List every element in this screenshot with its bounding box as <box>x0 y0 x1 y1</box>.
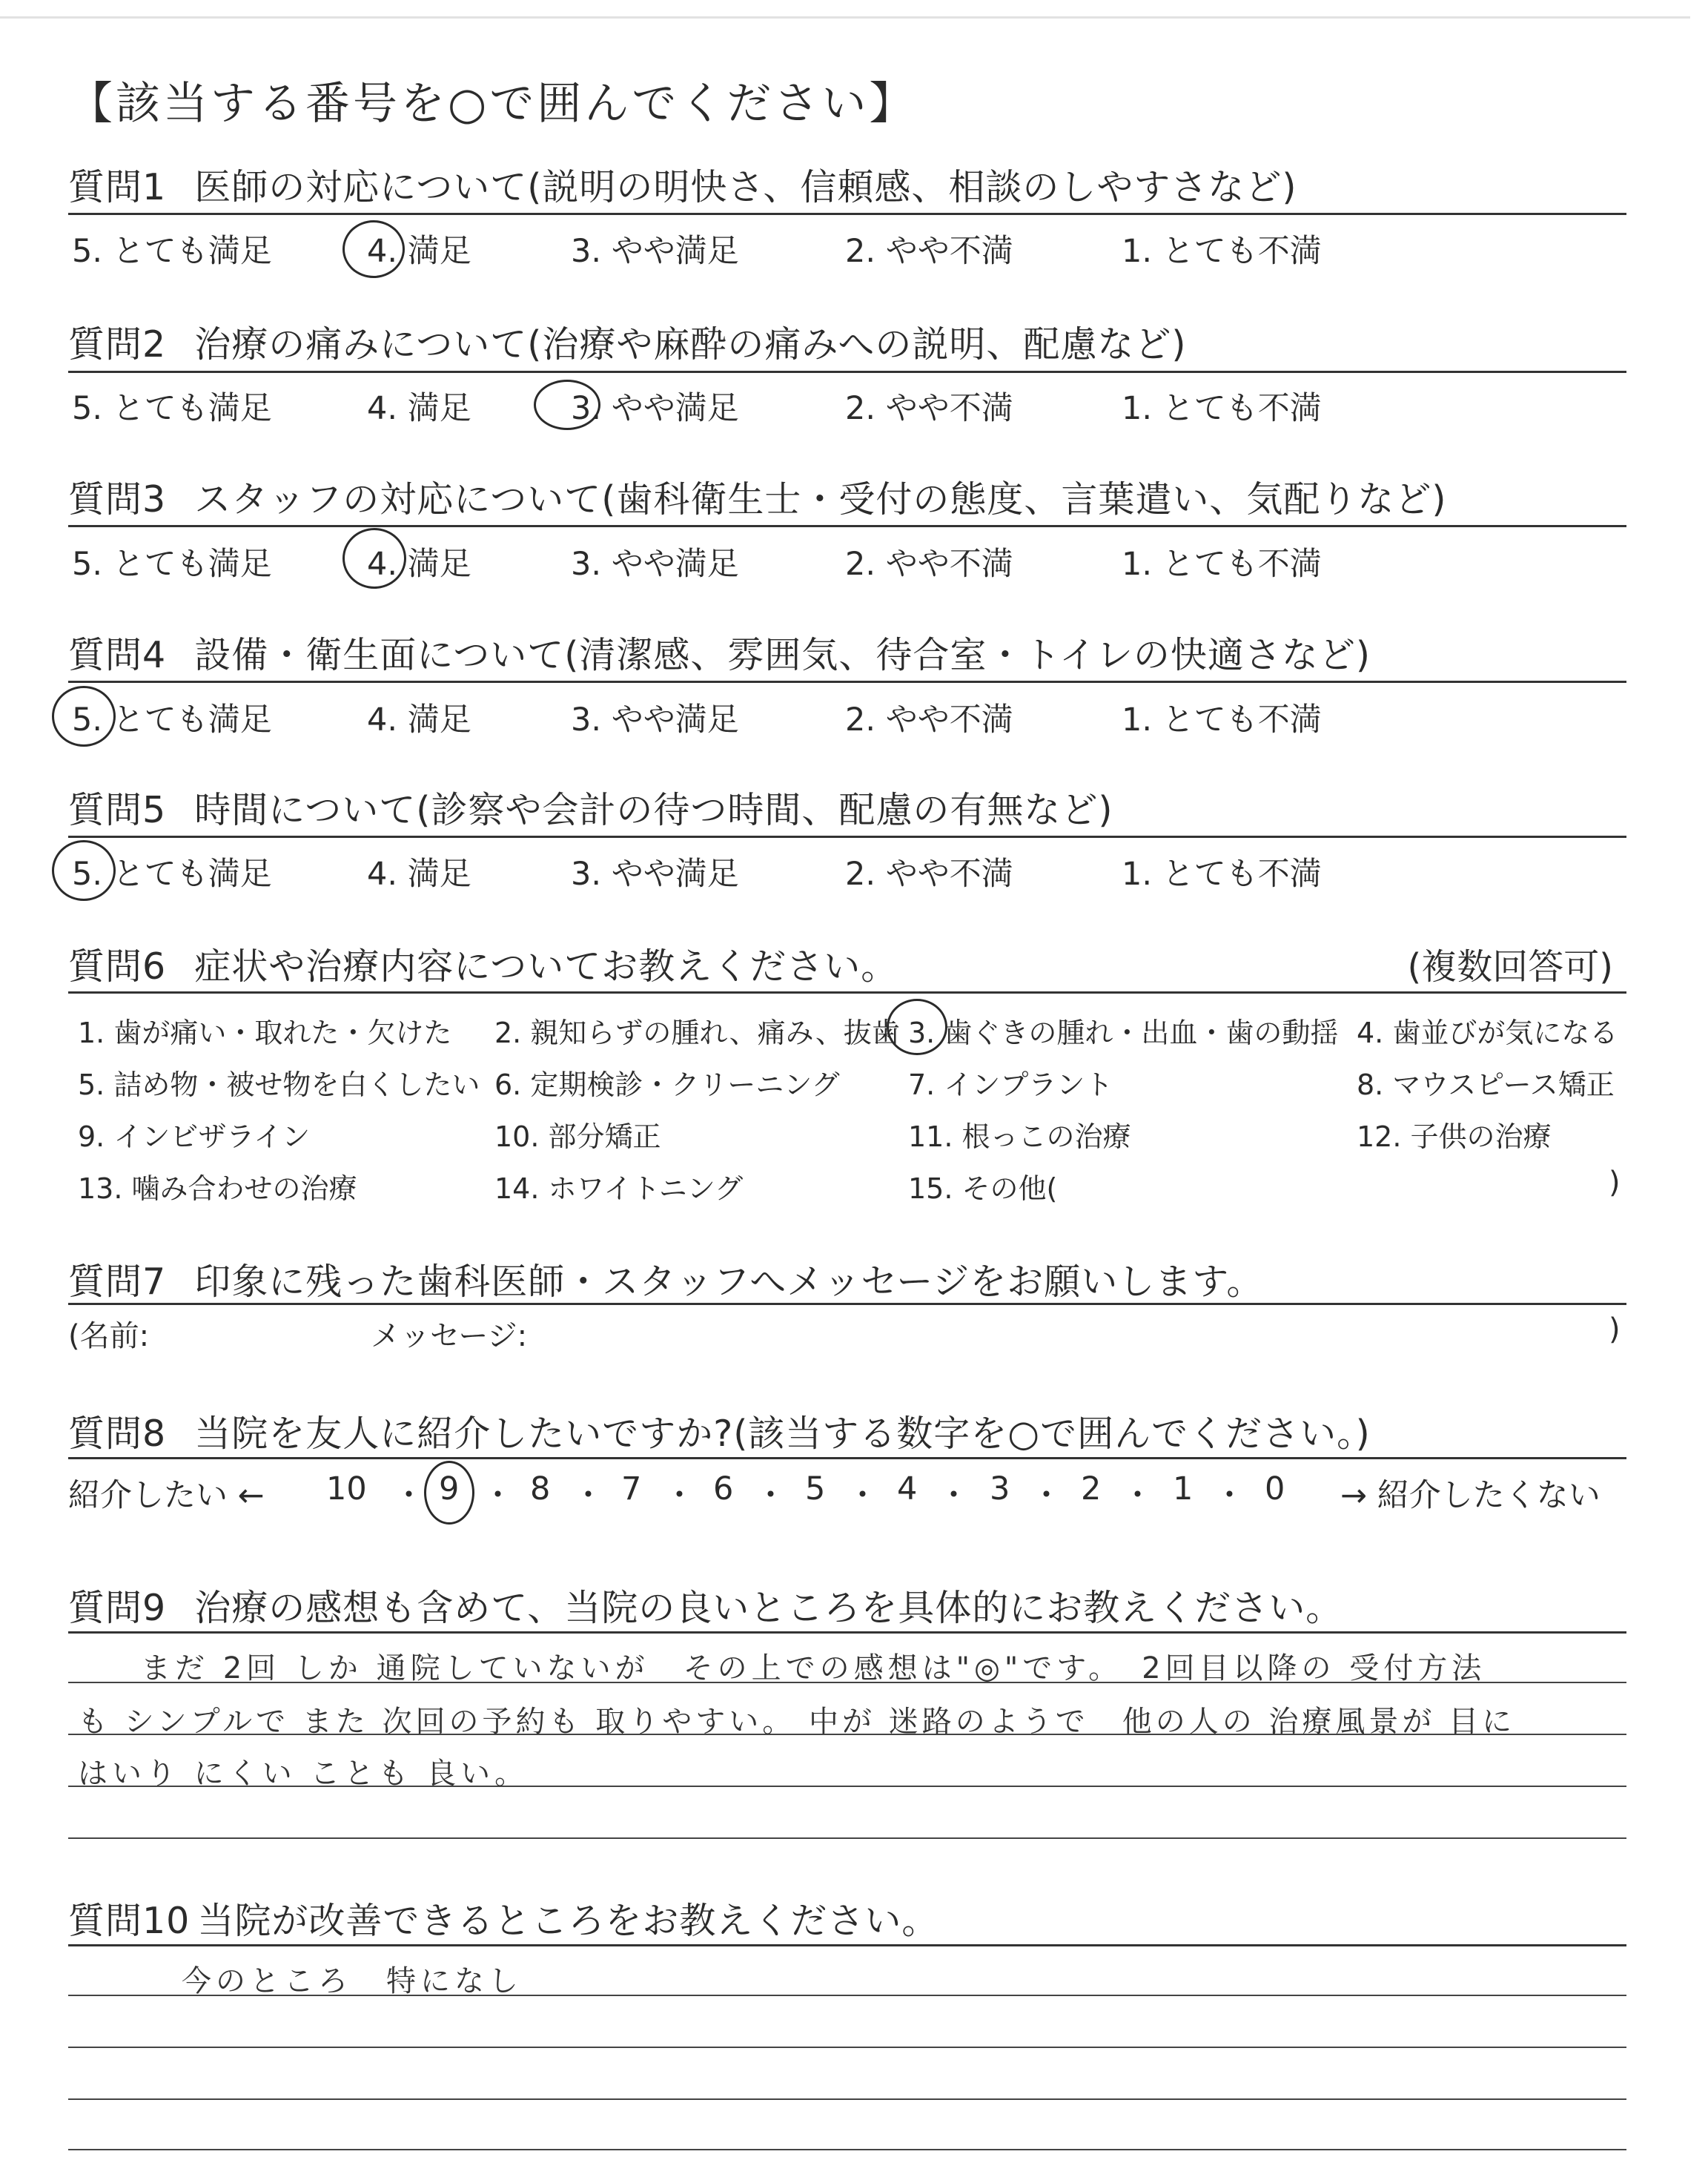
q2-option-3[interactable]: 3. やや満足 <box>571 390 739 427</box>
q6-title <box>68 938 898 990</box>
form-heading: 【該当する番号を○で囲んでください】 <box>68 78 917 130</box>
q10-title <box>68 1892 939 1944</box>
q8-dot: ・ <box>938 1477 970 1514</box>
q4-option-4[interactable]: 4. 満足 <box>367 701 471 739</box>
q2-option-4[interactable]: 4. 満足 <box>367 390 471 427</box>
q1-option-4[interactable]: 4. 満足 <box>367 233 471 270</box>
q6-item-14[interactable]: 14. ホワイトニング <box>494 1172 744 1205</box>
q10-answer-line <box>68 2047 1626 2048</box>
q8-selected-circle <box>424 1461 474 1525</box>
q6-item-15[interactable]: 15. その他( <box>908 1172 1058 1205</box>
q6-note: (複数回答可) <box>1407 946 1613 988</box>
q8-text: 当院を友人に紹介したいですか?(該当する数字を○で囲んでください。) <box>194 1413 1371 1455</box>
q9-handwritten-line-3: はいり にくい ことも 良い。 <box>78 1757 529 1791</box>
q8-scale-4[interactable]: 4 <box>897 1470 918 1507</box>
q4-option-3[interactable]: 3. やや満足 <box>571 701 739 739</box>
q10-text: 当院が改善できるところをお教えください。 <box>197 1900 939 1942</box>
q8-scale-1[interactable]: 1 <box>1173 1470 1194 1507</box>
q7-text: 印象に残った歯科医師・スタッフへメッセージをお願いします。 <box>194 1261 1264 1303</box>
q7-title <box>68 1253 1263 1305</box>
q8-dot: ・ <box>847 1477 878 1514</box>
q6-item-4[interactable]: 4. 歯並びが気になる <box>1357 1017 1618 1049</box>
q3-rule <box>68 525 1626 527</box>
q3-selected-circle <box>342 528 406 589</box>
q6-text: 症状や治療内容についてお教えください。 <box>194 945 898 988</box>
q5-option-5[interactable]: 5. とても満足 <box>72 856 272 893</box>
q8-title <box>68 1405 1371 1457</box>
q10-answer-line <box>68 2149 1626 2150</box>
q8-scale-5[interactable]: 5 <box>805 1470 826 1507</box>
q4-rule <box>68 681 1626 683</box>
q1-text: 医師の対応について(説明の明快さ、信頼感、相談のしやすさなど) <box>194 166 1297 208</box>
q8-scale-3[interactable]: 3 <box>990 1470 1010 1507</box>
q6-other-close: ) <box>1609 1166 1621 1200</box>
q6-rule <box>68 991 1626 994</box>
q10-handwritten-answer: 今のところ 特になし <box>182 1964 523 1998</box>
q6-item-3[interactable]: 3. 歯ぐきの腫れ・出血・歯の動揺 <box>908 1017 1339 1049</box>
q7-message-label: メッセージ: <box>371 1319 528 1353</box>
q1-option-3[interactable]: 3. やや満足 <box>571 233 739 270</box>
q7-close-paren: ) <box>1609 1312 1621 1347</box>
q8-dot: ・ <box>393 1477 425 1514</box>
q4-text: 設備・衛生面について(清潔感、雰囲気、待合室・トイレの快適さなど) <box>194 634 1371 676</box>
q10-rule <box>68 1944 1626 1946</box>
q2-number: 質問2 <box>68 323 167 366</box>
q5-option-1[interactable]: 1. とても不満 <box>1122 856 1322 893</box>
q1-option-5[interactable]: 5. とても満足 <box>72 233 272 270</box>
q9-handwritten-line-1: まだ 2回 しか 通院していないが その上での感想は"◎"です。 2回目以降の 受付方法 <box>141 1651 1486 1685</box>
q10-number: 質問10 <box>68 1900 191 1942</box>
q9-answer-line <box>68 1837 1626 1839</box>
q6-item-8[interactable]: 8. マウスピース矯正 <box>1357 1069 1615 1101</box>
q5-selected-circle <box>52 840 116 901</box>
q2-option-2[interactable]: 2. やや不満 <box>845 390 1013 427</box>
q3-option-5[interactable]: 5. とても満足 <box>72 546 272 583</box>
q6-item-6[interactable]: 6. 定期検診・クリーニング <box>494 1069 840 1101</box>
q6-item-13[interactable]: 13. 噛み合わせの治療 <box>78 1172 357 1205</box>
q3-text: スタッフの対応について(歯科衛生士・受付の態度、言葉遣い、気配りなど) <box>194 478 1447 521</box>
q1-title <box>68 159 1297 211</box>
q9-number: 質問9 <box>68 1587 167 1629</box>
q8-dot: ・ <box>572 1477 604 1514</box>
q8-dot: ・ <box>1122 1477 1153 1514</box>
q8-dot: ・ <box>1030 1477 1062 1514</box>
q9-title <box>68 1579 1343 1631</box>
q1-rule <box>68 213 1626 215</box>
q1-option-1[interactable]: 1. とても不満 <box>1122 233 1322 270</box>
q1-option-2[interactable]: 2. やや不満 <box>845 233 1013 270</box>
q8-number: 質問8 <box>68 1413 167 1455</box>
q3-option-1[interactable]: 1. とても不満 <box>1122 546 1322 583</box>
q8-rule <box>68 1457 1626 1459</box>
q8-scale-0[interactable]: 0 <box>1265 1470 1285 1507</box>
q6-item-5[interactable]: 5. 詰め物・被せ物を白くしたい <box>78 1069 480 1101</box>
q8-scale-7[interactable]: 7 <box>621 1470 642 1507</box>
q2-option-5[interactable]: 5. とても満足 <box>72 390 272 427</box>
q7-name-label: (名前: <box>68 1319 150 1353</box>
q6-number: 質問6 <box>68 945 167 988</box>
q2-title <box>68 316 1186 368</box>
q8-right-label: → 紹介したくない <box>1340 1477 1601 1514</box>
q6-item-7[interactable]: 7. インプラント <box>908 1069 1113 1101</box>
q9-handwritten-line-2: も シンプルで また 次回の予約も 取りやすい。 中が 迷路のようで 他の人の 治療風景が 目に <box>78 1705 1516 1739</box>
q6-item-11[interactable]: 11. 根っこの治療 <box>908 1120 1131 1153</box>
q8-scale-10[interactable]: 10 <box>326 1470 367 1507</box>
q8-left-label: 紹介したい ← <box>68 1477 265 1514</box>
q4-selected-circle <box>52 686 116 747</box>
q3-number: 質問3 <box>68 478 167 521</box>
q8-scale-8[interactable]: 8 <box>530 1470 551 1507</box>
q2-rule <box>68 371 1626 373</box>
q6-item-2[interactable]: 2. 親知らずの腫れ、痛み、抜歯 <box>494 1017 900 1049</box>
q4-title <box>68 627 1371 678</box>
q5-option-3[interactable]: 3. やや満足 <box>571 856 739 893</box>
q6-item-1[interactable]: 1. 歯が痛い・取れた・欠けた <box>78 1017 452 1049</box>
q2-text: 治療の痛みについて(治療や麻酔の痛みへの説明、配慮など) <box>194 323 1187 366</box>
q8-scale-2[interactable]: 2 <box>1081 1470 1102 1507</box>
q9-text: 治療の感想も含めて、当院の良いところを具体的にお教えください。 <box>194 1587 1343 1629</box>
q8-dot: ・ <box>1214 1477 1245 1514</box>
q8-dot: ・ <box>755 1477 787 1514</box>
q6-item-9[interactable]: 9. インビザライン <box>78 1120 311 1153</box>
q10-answer-line <box>68 2098 1626 2100</box>
q3-title <box>68 471 1446 523</box>
q6-item-10[interactable]: 10. 部分矯正 <box>494 1120 661 1153</box>
q6-item-12[interactable]: 12. 子供の治療 <box>1357 1120 1552 1153</box>
q2-selected-circle <box>534 380 600 430</box>
q1-number: 質問1 <box>68 166 167 208</box>
q5-number: 質問5 <box>68 789 167 831</box>
q8-scale-6[interactable]: 6 <box>713 1470 734 1507</box>
q8-scale-9[interactable]: 9 <box>439 1470 460 1507</box>
q3-option-3[interactable]: 3. やや満足 <box>571 546 739 583</box>
q5-option-4[interactable]: 4. 満足 <box>367 856 471 893</box>
q7-number: 質問7 <box>68 1261 167 1303</box>
q3-option-4[interactable]: 4. 満足 <box>367 546 471 583</box>
q4-option-1[interactable]: 1. とても不満 <box>1122 701 1322 739</box>
q3-option-2[interactable]: 2. やや不満 <box>845 546 1013 583</box>
q8-dot: ・ <box>482 1477 514 1514</box>
q5-rule <box>68 836 1626 838</box>
q5-text: 時間について(診察や会計の待つ時間、配慮の有無など) <box>194 789 1113 831</box>
q7-rule <box>68 1303 1626 1305</box>
q4-option-5[interactable]: 5. とても満足 <box>72 701 272 739</box>
q1-selected-circle <box>342 220 405 278</box>
top-edge-line <box>0 16 1690 19</box>
q5-title <box>68 782 1113 833</box>
q8-dot: ・ <box>663 1477 695 1514</box>
q6-selected-circle <box>887 999 947 1055</box>
q2-option-1[interactable]: 1. とても不満 <box>1122 390 1322 427</box>
q4-number: 質問4 <box>68 634 167 676</box>
q9-rule <box>68 1631 1626 1634</box>
q5-option-2[interactable]: 2. やや不満 <box>845 856 1013 893</box>
q4-option-2[interactable]: 2. やや不満 <box>845 701 1013 739</box>
